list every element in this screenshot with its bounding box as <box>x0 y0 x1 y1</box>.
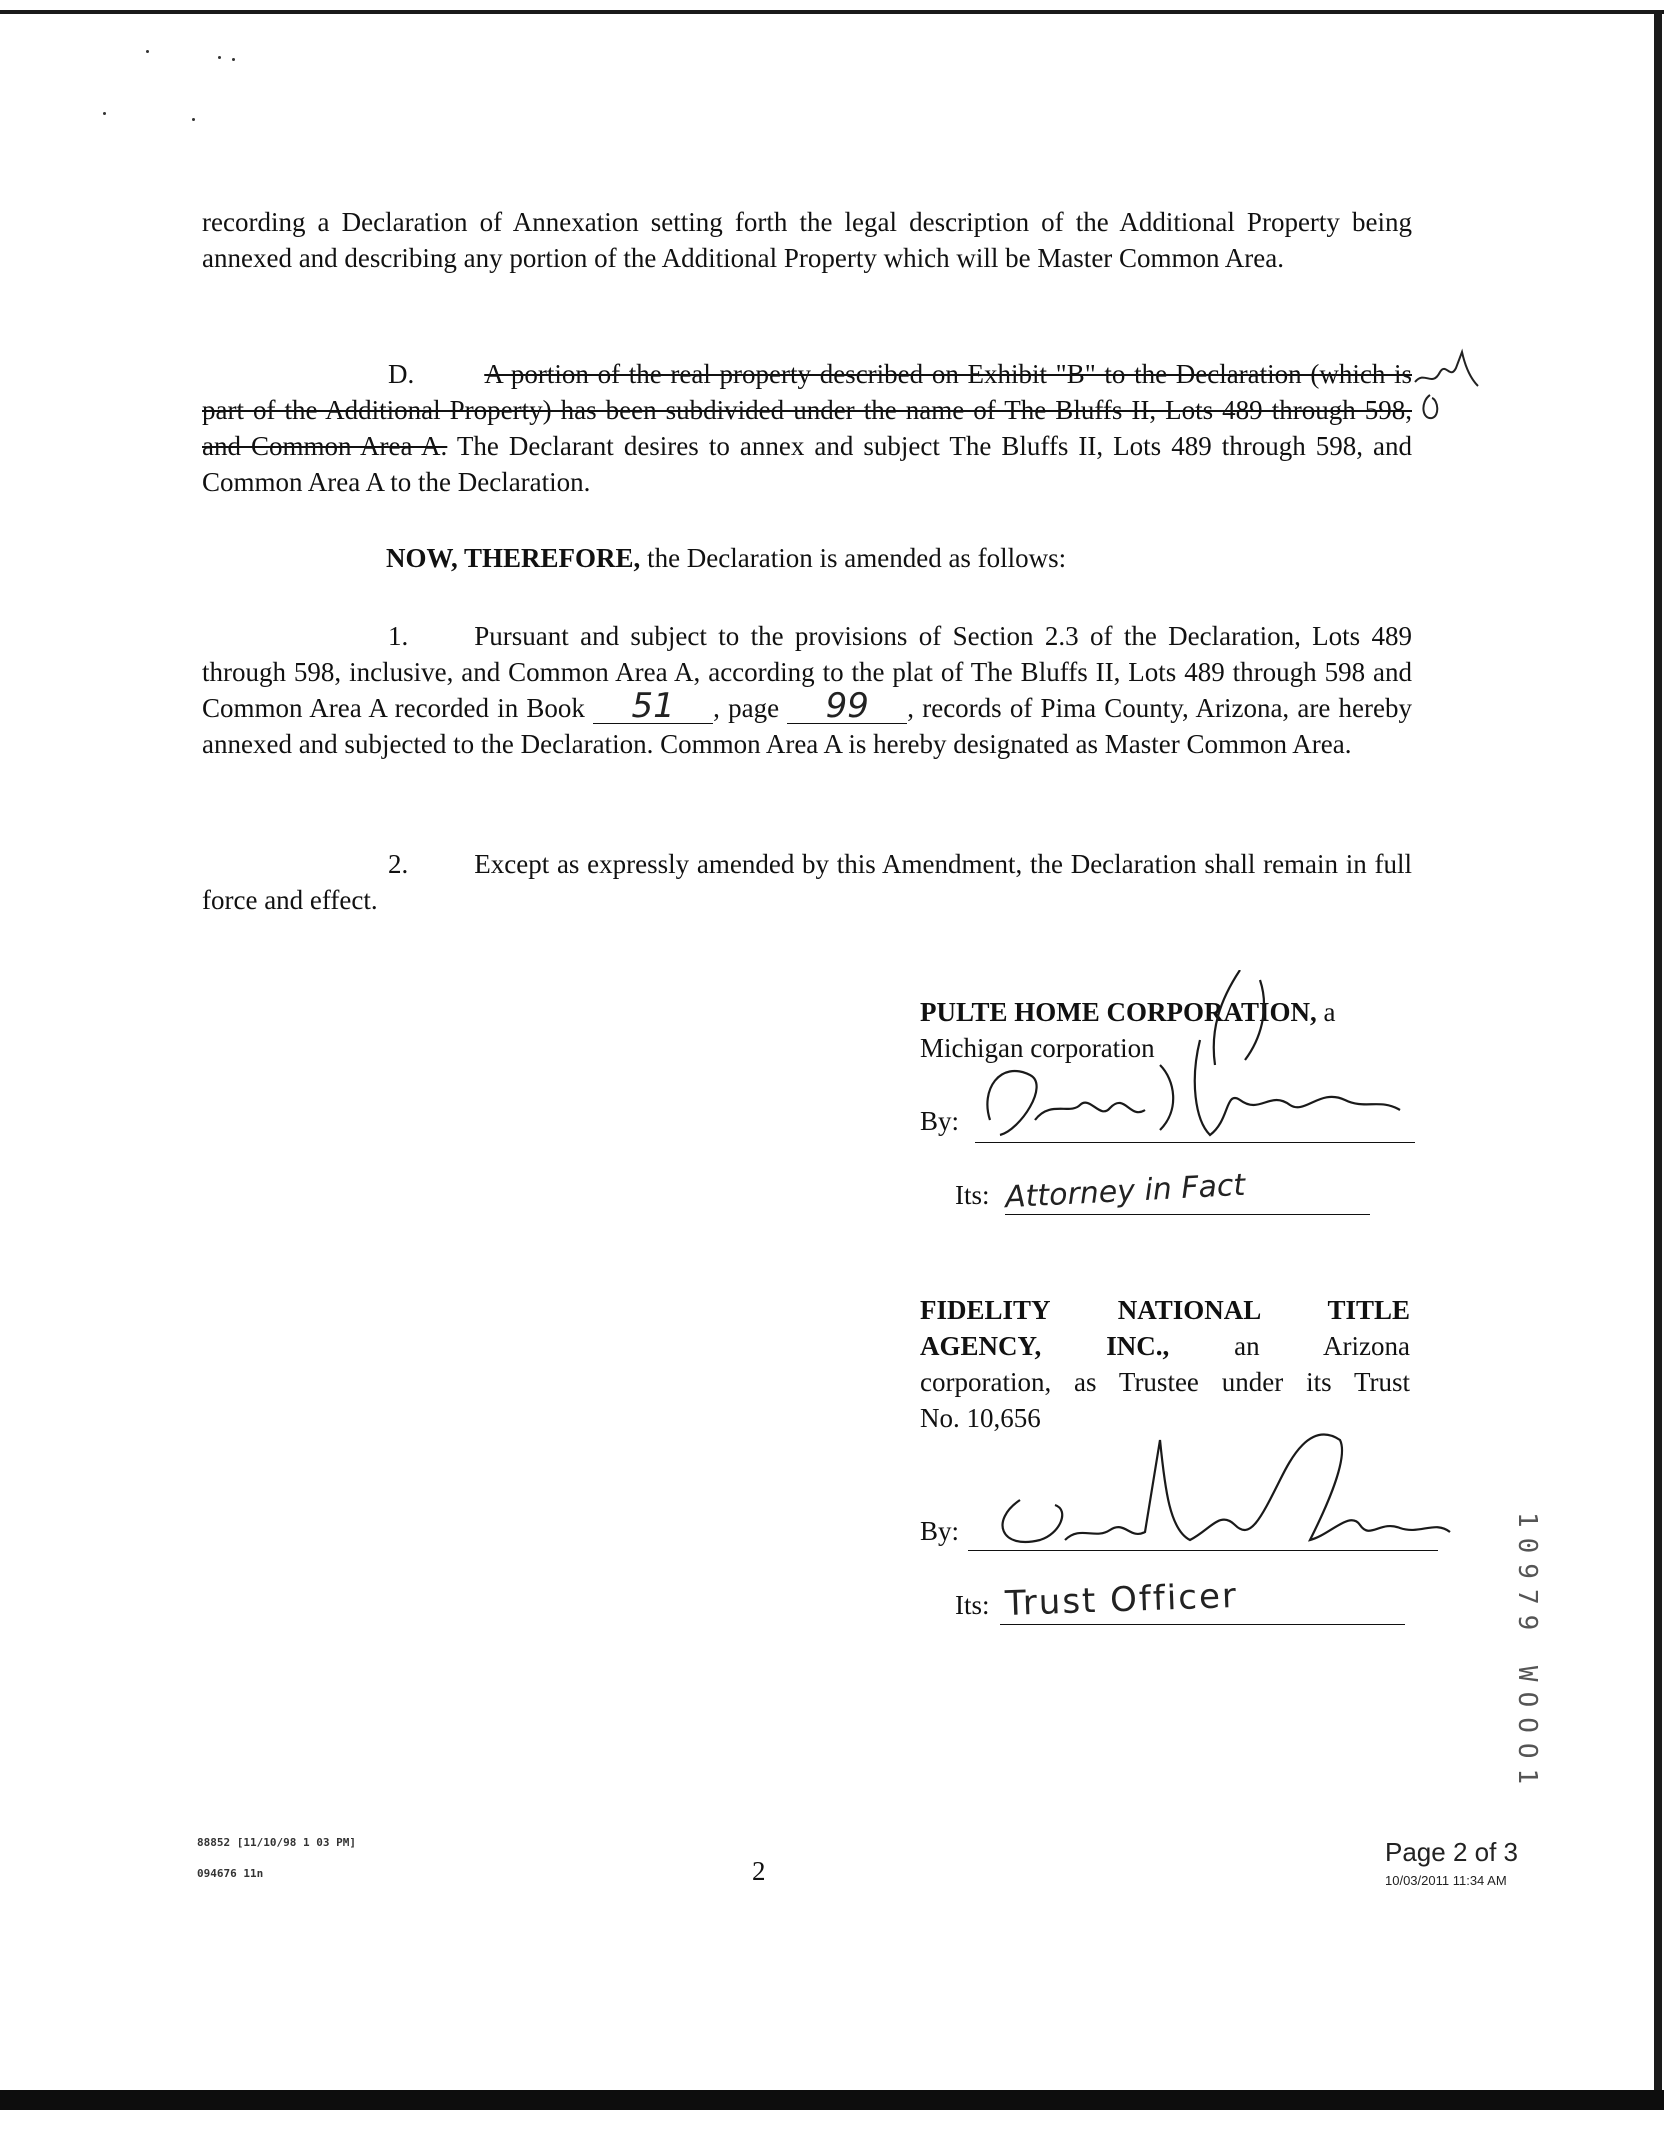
fidelity-name-line1: FIDELITY NATIONAL TITLE <box>920 1295 1410 1325</box>
item-1: 1. Pursuant and subject to the provisions of Section 2.3 of the Declaration, Lots 489 through 598, inclusive, and Common Area A, according to the plat of The Bluffs II, Lots 489 through 598 and Common Area A recorded in Book 51 , page 99 , records of Pima County, Arizona, are hereby annexed and subjected to the Declaration. Common Area A is hereby designated as Master Common Area. <box>202 621 1412 759</box>
pulte-its-line <box>1005 1214 1370 1215</box>
fidelity-signature <box>980 1400 1460 1560</box>
scan-border-top <box>0 10 1664 14</box>
paragraph-d-label: D. <box>388 359 415 389</box>
scan-speck <box>146 50 149 53</box>
document-code: 88852 [11/10/98 1 03 PM] <box>197 1836 356 1849</box>
page-of-stamp: Page 2 of 3 <box>1385 1837 1518 1867</box>
scan-speck <box>218 56 221 59</box>
fidelity-by-label: By: <box>920 1516 960 1546</box>
scan-speck <box>103 112 106 115</box>
fidelity-its-label: Its: <box>955 1590 990 1620</box>
file-code: 094676 11n <box>197 1867 264 1880</box>
recording-vertical-stamp: 10979 WOOO1 <box>1512 1512 1542 1795</box>
scan-border-bottom <box>0 2090 1664 2110</box>
item-2: 2. Except as expressly amended by this Amendment, the Declaration shall remain in full force and effect. <box>202 849 1412 915</box>
item-1-number: 1. <box>388 621 409 651</box>
fidelity-trust-number: No. 10,656 <box>920 1403 1041 1433</box>
pulte-corporation-type: Michigan corporation <box>920 1033 1155 1063</box>
initials-mark <box>1410 340 1510 430</box>
scan-speck <box>232 58 235 61</box>
signature-block-fidelity: FIDELITY NATIONAL TITLE AGENCY, INC., an Arizona corporation, as Trustee under its Trust No. 10,656 <box>920 1292 1410 1436</box>
page-blank <box>787 686 907 726</box>
book-blank <box>593 686 713 726</box>
now-therefore-bold: NOW, THEREFORE, <box>386 543 641 573</box>
item-2-number: 2. <box>388 849 409 879</box>
pulte-company-name: PULTE HOME CORPORATION, <box>920 997 1317 1027</box>
fidelity-its-line <box>1000 1624 1405 1625</box>
datetime-stamp: 10/03/2011 11:34 AM <box>1385 1873 1507 1888</box>
fidelity-name-line2: AGENCY, INC., <box>920 1331 1170 1361</box>
fidelity-trustee-line: corporation, as Trustee under its Trust <box>920 1367 1410 1397</box>
pulte-signature <box>960 970 1420 1150</box>
pulte-its-handwritten: Attorney in Fact <box>1004 1167 1247 1216</box>
paragraph-d-text: The Declarant desires to annex and subject The Bluffs II, Lots 489 through 598, and Common Area A to the Declaration. <box>202 431 1412 497</box>
page-number-handwritten: 99 <box>825 686 869 726</box>
now-therefore-line: NOW, THEREFORE, the Declaration is amended as follows: <box>386 543 1067 573</box>
paragraph-d <box>202 356 1412 500</box>
paragraph-intro: recording a Declaration of Annexation setting forth the legal description of the Additional Property being annexed and describing any portion of the Additional Property which will be Master Common Area. <box>202 207 1412 273</box>
struck-text: A portion of the real property described on Exhibit "B" to the Declaration (which is part of the Additional Property) has been subdivided under the name of The Bluffs II, Lots 489 through 598, and Common Area A. <box>202 359 1412 461</box>
pulte-by-label: By: <box>920 1106 960 1136</box>
pulte-its-label: Its: <box>955 1180 990 1210</box>
scan-speck <box>192 118 195 121</box>
scan-border-right <box>1654 10 1662 2100</box>
signature-block-pulte: PULTE HOME CORPORATION, a Michigan corporation <box>920 994 1410 1066</box>
fidelity-its-handwritten: Trust Officer <box>1004 1575 1239 1625</box>
page-number: 2 <box>752 1856 766 1886</box>
book-number-handwritten: 51 <box>631 686 675 726</box>
